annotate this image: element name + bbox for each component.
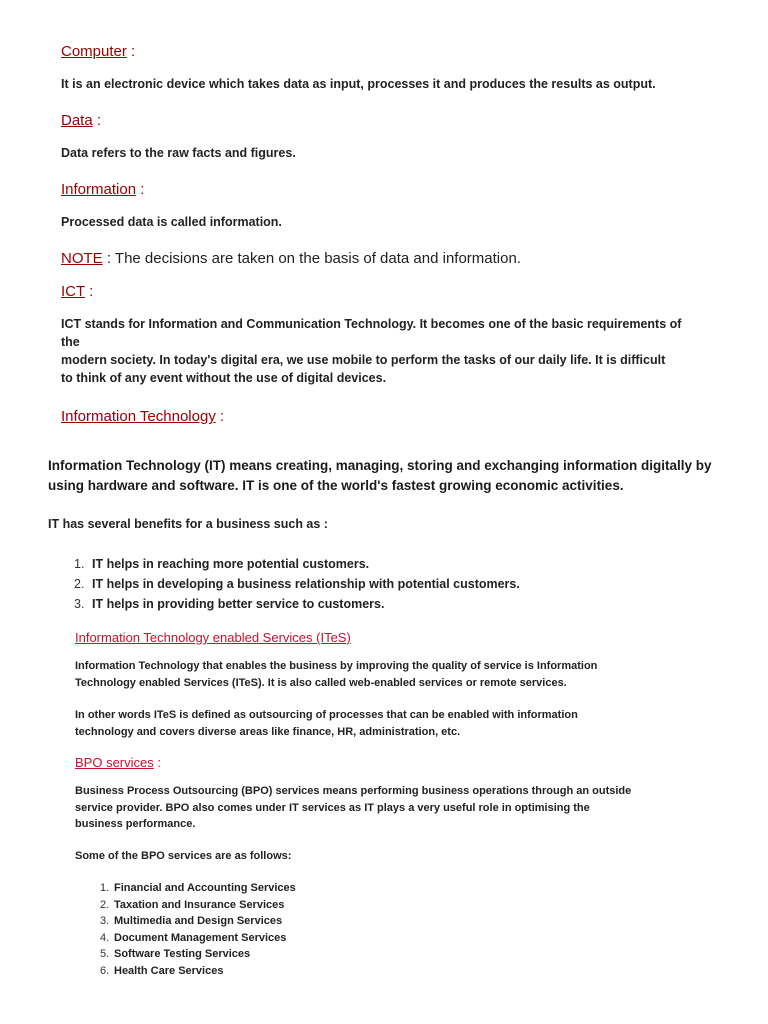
list-item: 1. IT helps in reaching more potential customers. (74, 557, 370, 571)
computer-heading: Computer : (61, 43, 136, 60)
list-item: 2. IT helps in developing a business relationship with potential customers. (74, 577, 520, 591)
list-item: 3. IT helps in providing better service to customers. (74, 597, 385, 611)
it-benefits-intro: IT has several benefits for a business such as : (48, 517, 328, 531)
bpo-term: BPO services (75, 755, 154, 770)
ict-heading: ICT : (61, 283, 94, 300)
list-item: 5. Software Testing Services (100, 948, 251, 960)
bpo-services-list (100, 880, 296, 979)
bpo-list-intro: Some of the BPO services are as follows: (75, 850, 292, 862)
ict-paragraph: ICT stands for Information and Communication Technology. It becomes one of the basic requirements of the modern society. In today's digital era, we use mobile to perform the tasks of our daily life. It is difficult to think of any event without the use of digital devices. (61, 317, 682, 385)
bpo-heading: BPO services : (75, 755, 161, 770)
information-definition: Processed data is called information. (61, 215, 282, 229)
list-item: 1. Financial and Accounting Services (100, 882, 296, 894)
data-term: Data (61, 112, 93, 129)
bpo-paragraph: Business Process Outsourcing (BPO) services means performing business operations through an outside service provider. BPO also comes under IT services as IT plays a very useful role in optimising the business performance. (75, 785, 632, 830)
it-heading: Information Technology : (61, 408, 225, 425)
ites-heading: Information Technology enabled Services (ITeS) (75, 630, 351, 645)
ict-term: ICT (61, 283, 85, 300)
list-item: 4. Document Management Services (100, 931, 287, 944)
computer-definition: It is an electronic device which takes data as input, processes it and produces the results as output. (61, 77, 656, 91)
list-item: 6. Health Care Services (100, 964, 224, 977)
computer-term: Computer (61, 43, 127, 60)
list-item: 3. Multimedia and Design Services (100, 915, 283, 927)
it-benefits-list (74, 554, 520, 614)
note-line: NOTE : The decisions are taken on the basis of data and information. (61, 250, 521, 267)
information-term: Information (61, 181, 137, 198)
ites-paragraph-2: In other words ITeS is defined as outsourcing of processes that can be enabled with information technology and covers diverse areas like finance, HR, administration, etc. (75, 709, 578, 738)
it-term: Information Technology (61, 408, 216, 425)
list-item: 2. Taxation and Insurance Services (100, 898, 285, 911)
it-paragraph: Information Technology (IT) means creating, managing, storing and exchanging information digitally by using hardware and software. IT is one of the world's fastest growing economic activities. (48, 458, 712, 493)
data-definition: Data refers to the raw facts and figures. (61, 146, 296, 160)
information-heading: Information : (61, 181, 145, 198)
data-heading: Data : (61, 112, 102, 129)
ites-paragraph-1: Information Technology that enables the business by improving the quality of service is Information Technology enabled Services (ITeS). It is also called web-enabled services or remote services. (75, 660, 598, 689)
note-term: NOTE (61, 250, 103, 267)
